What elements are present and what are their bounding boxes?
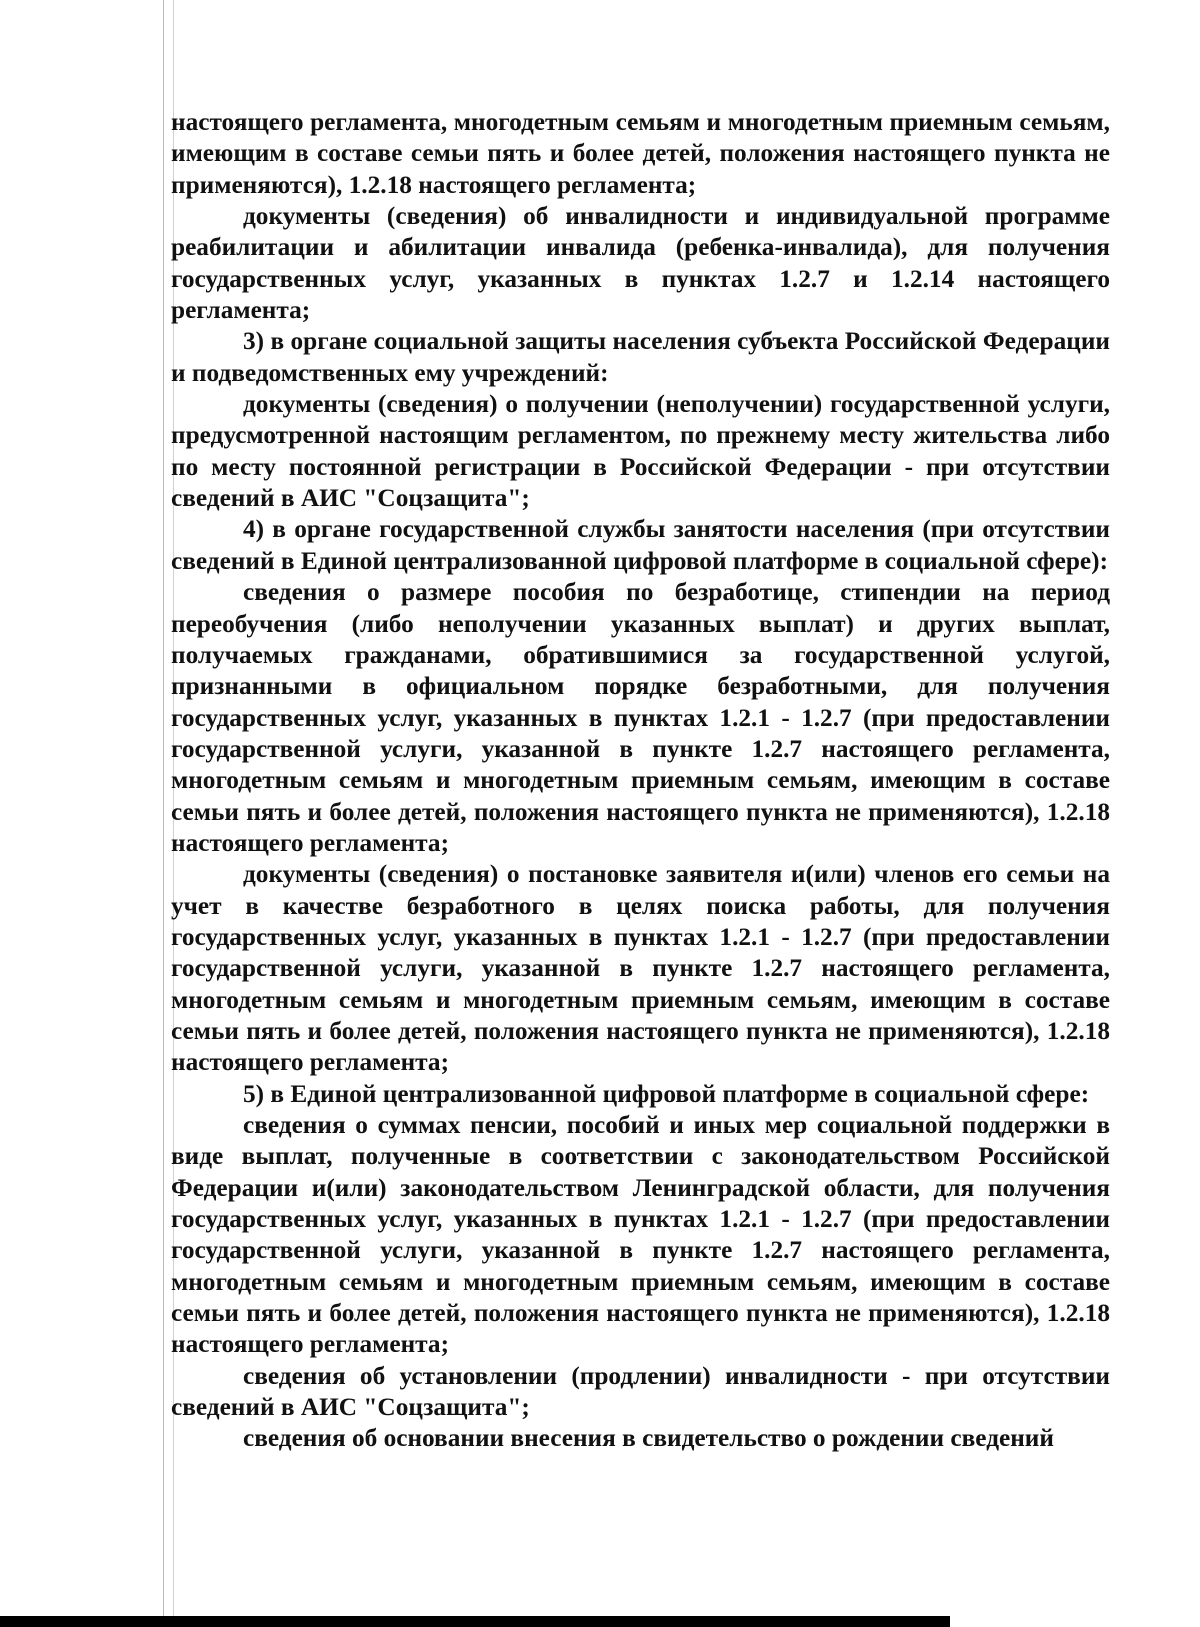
- paragraph: документы (сведения) об инвалидности и индивидуальной программе реабилитации и абилитации инвалида (ребенка-инвалида), для получения государственных услуг, указанных в пунктах 1.2.7 и 1.2.14 настоящего регламента;: [171, 202, 1110, 325]
- paragraph: 3) в органе социальной защиты населения субъекта Российской Федерации и подведомственных ему учреждений:: [171, 327, 1110, 387]
- scan-bottom-edge: [0, 1616, 950, 1627]
- paragraph: документы (сведения) о постановке заявителя и(или) членов его семьи на учет в качестве безработного в целях поиска работы, для получения государственных услуг, указанных в пунктах 1.2.1 - 1.2.7 (при предоставлении государственной услуги, указанной в пункте 1.2.7 настоящего регламента, многодетным семьям и многодетным приемным семьям, имеющим в составе семьи пять и более детей, положения настоящего пункта не применяются), 1.2.18 настоящего регламента;: [171, 860, 1110, 1077]
- scan-margin-line: [163, 0, 164, 1627]
- paragraph: сведения об основании внесения в свидетельство о рождении сведений: [243, 1424, 1054, 1453]
- paragraph: настоящего регламента, многодетным семьям и многодетным приемным семьям, имеющим в составе семьи пять и более детей, положения настоящего пункта не применяются), 1.2.18 настоящего регламента;: [171, 108, 1110, 199]
- document-body: [171, 107, 1110, 1455]
- paragraph: сведения о размере пособия по безработице, стипендии на период переобучения (либо неполучении указанных выплат) и других выплат, получаемых гражданами, обратившимися за государственной услугой, признанными в официальном порядке безработными, для получения государственных услуг, указанных в пунктах 1.2.1 - 1.2.7 (при предоставлении государственной услуги, указанной в пункте 1.2.7 настоящего регламента, многодетным семьям и многодетным приемным семьям, имеющим в составе семьи пять и более детей, положения настоящего пункта не применяются), 1.2.18 настоящего регламента;: [171, 578, 1110, 857]
- paragraph: 4) в органе государственной службы занятости населения (при отсутствии сведений в Единой централизованной цифровой платформе в социальной сфере):: [171, 515, 1110, 575]
- paragraph: 5) в Единой централизованной цифровой платформе в социальной сфере:: [243, 1079, 1090, 1108]
- paragraph: сведения об установлении (продлении) инвалидности - при отсутствии сведений в АИС "Соцзащита";: [171, 1361, 1110, 1422]
- paragraph: сведения о суммах пенсии, пособий и иных мер социальной поддержки в виде выплат, полученные в соответствии с законодательством Российской Федерации и(или) законодательством Ленинградской области, для получения государственных услуг, указанных в пунктах 1.2.1 - 1.2.7 (при предоставлении государственной услуги, указанной в пункте 1.2.7 настоящего регламента, многодетным семьям и многодетным приемным семьям, имеющим в составе семьи пять и более детей, положения настоящего пункта не применяются), 1.2.18 настоящего регламента;: [171, 1111, 1110, 1359]
- paragraph: документы (сведения) о получении (неполучении) государственной услуги, предусмотренной настоящим регламентом, по прежнему месту жительства либо по месту постоянной регистрации в Российской Федерации - при отсутствии сведений в АИС "Соцзащита";: [171, 390, 1110, 513]
